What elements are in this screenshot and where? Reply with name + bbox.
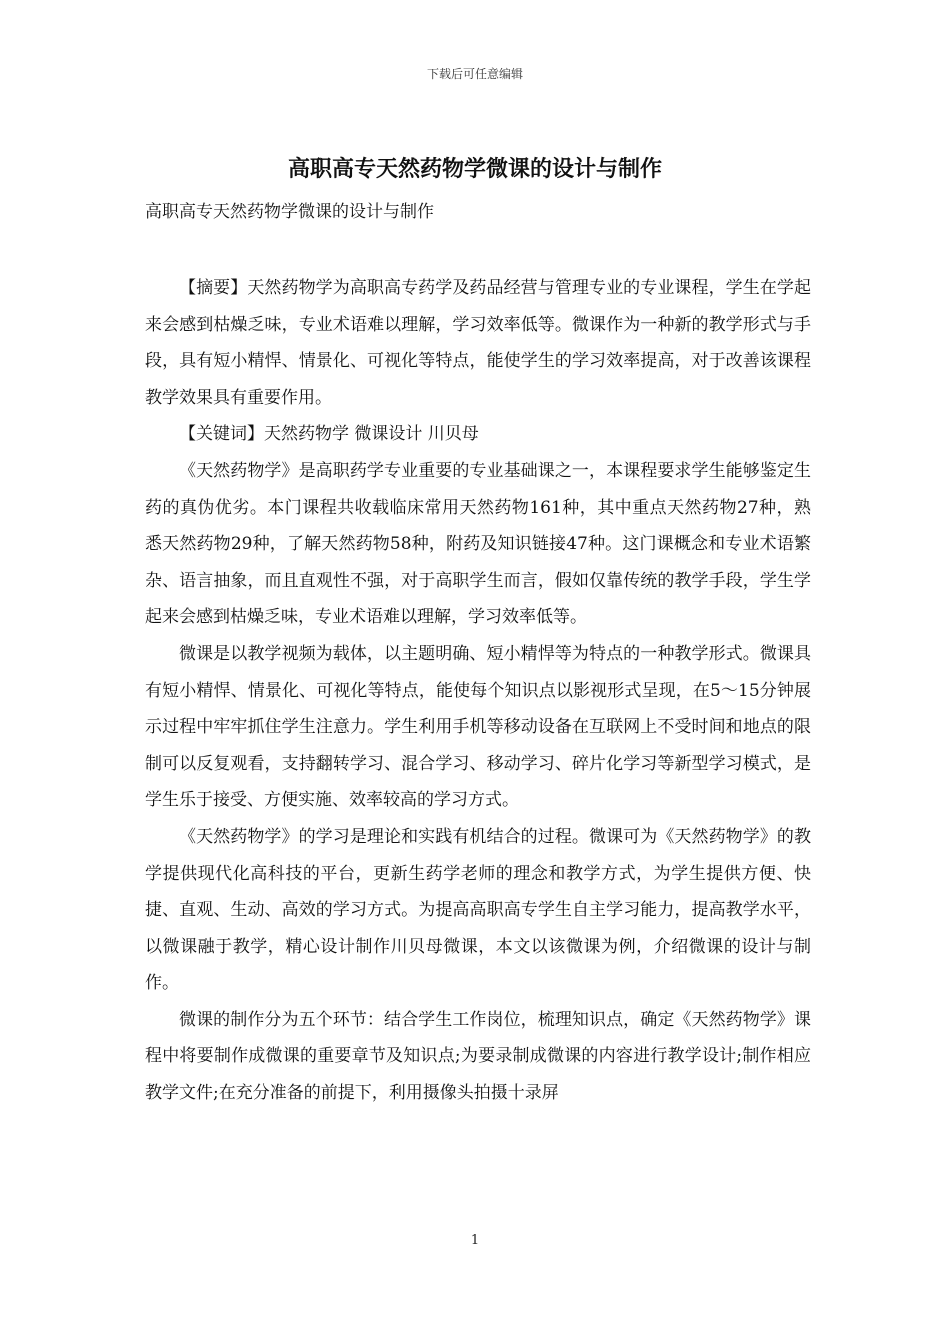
body-paragraph: 微课的制作分为五个环节：结合学生工作岗位，梳理知识点，确定《天然药物学》课程中将要制作成微课的重要章节及知识点;为要录制成微课的内容进行教学设计;制作相应教学文件;在充分准备的前提下，利用摄像头拍摄十录屏 (145, 1009, 811, 1104)
page-number: 1 (470, 1233, 480, 1248)
keywords-paragraph: 【关键词】天然药物学 微课设计 川贝母 (179, 424, 479, 445)
page-header-note: 下载后可任意编辑 (426, 67, 523, 81)
document-title: 高职高专天然药物学微课的设计与制作 (287, 156, 662, 182)
body-paragraph: 《天然药物学》的学习是理论和实践有机结合的过程。微课可为《天然药物学》的教学提供现代化高科技的平台，更新生药学老师的理念和教学方式，为学生提供方便、快捷、直观、生动、高效的学习方式。为提高高职高专学生自主学习能力，提高教学水平，以微课融于教学，精心设计制作川贝母微课，本文以该微课为例，介绍微课的设计与制作。 (145, 826, 811, 994)
document-body (145, 270, 811, 1112)
abstract-paragraph: 【摘要】天然药物学为高职高专药学及药品经营与管理专业的专业课程，学生在学起来会感到枯燥乏味，专业术语难以理解，学习效率低等。微课作为一种新的教学形式与手段，具有短小精悍、情景化、可视化等特点，能使学生的学习效率提高，对于改善该课程教学效果具有重要作用。 (145, 278, 811, 408)
body-paragraph: 《天然药物学》是高职药学专业重要的专业基础课之一，本课程要求学生能够鉴定生药的真伪优劣。本门课程共收载临床常用天然药物161种，其中重点天然药物27种，熟悉天然药物29种，了解天然药物58种，附药及知识链接47种。这门课概念和专业术语繁杂、语言抽象，而且直观性不强，对于高职学生而言，假如仅靠传统的教学手段，学生学起来会感到枯燥乏味，专业术语难以理解，学习效率低等。 (145, 460, 811, 628)
body-paragraph: 微课是以教学视频为载体，以主题明确、短小精悍等为特点的一种教学形式。微课具有短小精悍、情景化、可视化等特点，能使每个知识点以影视形式呈现，在5～15分钟展示过程中牢牢抓住学生注意力。学生利用手机等移动设备在互联网上不受时间和地点的限制可以反复观看，支持翻转学习、混合学习、移动学习、碎片化学习等新型学习模式，是学生乐于接受、方便实施、效率较高的学习方式。 (145, 643, 811, 811)
document-subtitle: 高职高专天然药物学微课的设计与制作 (145, 202, 434, 222)
